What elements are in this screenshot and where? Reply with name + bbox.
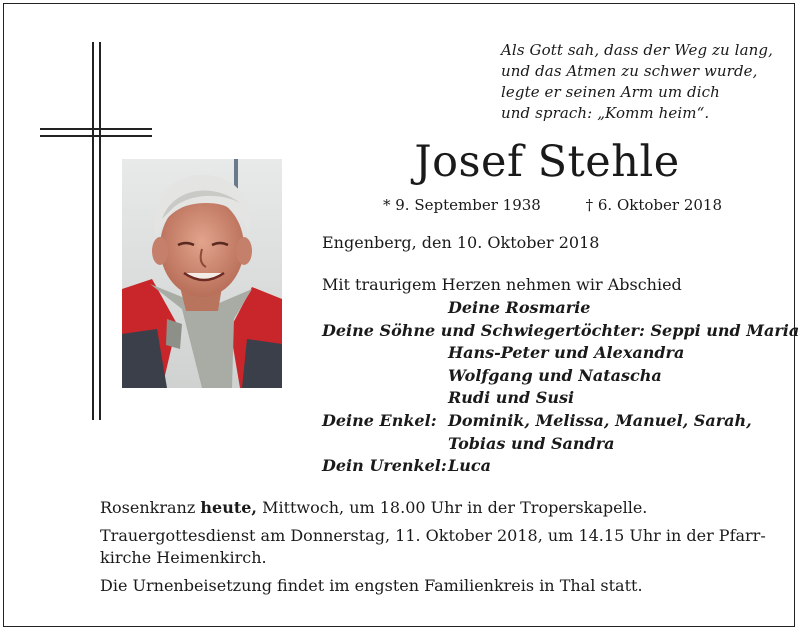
mourner-name: Rudi und Susi [448, 388, 575, 408]
great-grandchild-label: Dein Urenkel: [322, 456, 447, 476]
funeral-text: Trauergottesdienst am Donnerstag, 11. Oktober 2018, um 14.15 Uhr in der Pfarr- [100, 526, 766, 545]
mourner-row [322, 387, 799, 410]
mourner-name: Seppi und Maria [650, 320, 800, 340]
mourner-name: Luca [448, 456, 491, 476]
mourner-row [322, 410, 799, 433]
mourner-wife: Deine Rosmarie [448, 298, 591, 317]
mourner-name: Dominik, Melissa, Manuel, Sarah, [448, 410, 752, 430]
mourner-row [322, 433, 799, 456]
mourner-name: Tobias und Sandra [448, 433, 615, 453]
quote-line: und sprach: „Komm heim“. [501, 104, 710, 122]
cross-vertical-bar [92, 42, 94, 420]
service-notes [100, 497, 770, 603]
cross-horizontal-bar [40, 135, 152, 137]
portrait-photo [122, 159, 282, 388]
grandchildren-label: Deine Enkel: [322, 410, 437, 430]
mourner-row [322, 365, 799, 388]
life-dates [383, 196, 722, 214]
mourner-name: Hans-Peter und Alexandra [448, 343, 685, 363]
mourner-name: Wolfgang und Natascha [448, 365, 662, 385]
children-label: Deine Söhne und Schwiegertöchter: [322, 320, 645, 340]
quote-line: und das Atmen zu schwer wurde, [501, 62, 758, 80]
cross-horizontal-bar [40, 128, 152, 130]
funeral-text: kirche Heimenkirch. [100, 548, 267, 567]
mourner-row [322, 320, 799, 343]
death-date: † 6. Oktober 2018 [585, 196, 722, 214]
rosary-details: Mittwoch, um 18.00 Uhr in der Troperskapelle. [262, 498, 648, 517]
funeral-note [100, 525, 770, 569]
birth-date: * 9. September 1938 [383, 196, 541, 214]
quote-line: legte er seinen Arm um dich [501, 83, 720, 101]
place-and-date: Engenberg, den 10. Oktober 2018 [322, 233, 600, 252]
quote-line: Als Gott sah, dass der Weg zu lang, [501, 41, 773, 59]
mourner-row [322, 297, 799, 320]
obituary-card [3, 3, 800, 627]
mourner-row [322, 455, 799, 478]
mourning-intro: Mit traurigem Herzen nehmen wir Abschied [322, 275, 682, 294]
portrait-illustration [122, 159, 282, 388]
mourner-row [322, 342, 799, 365]
rosary-today: heute, [200, 498, 257, 517]
memorial-quote [501, 40, 781, 124]
rosary-text: Rosenkranz [100, 498, 196, 517]
cross-vertical-bar [99, 42, 101, 420]
mourners-list [322, 297, 799, 478]
deceased-name: Josef Stehle [414, 137, 680, 187]
rosary-note [100, 497, 770, 519]
urn-note: Die Urnenbeisetzung findet im engsten Familienkreis in Thal statt. [100, 576, 643, 595]
